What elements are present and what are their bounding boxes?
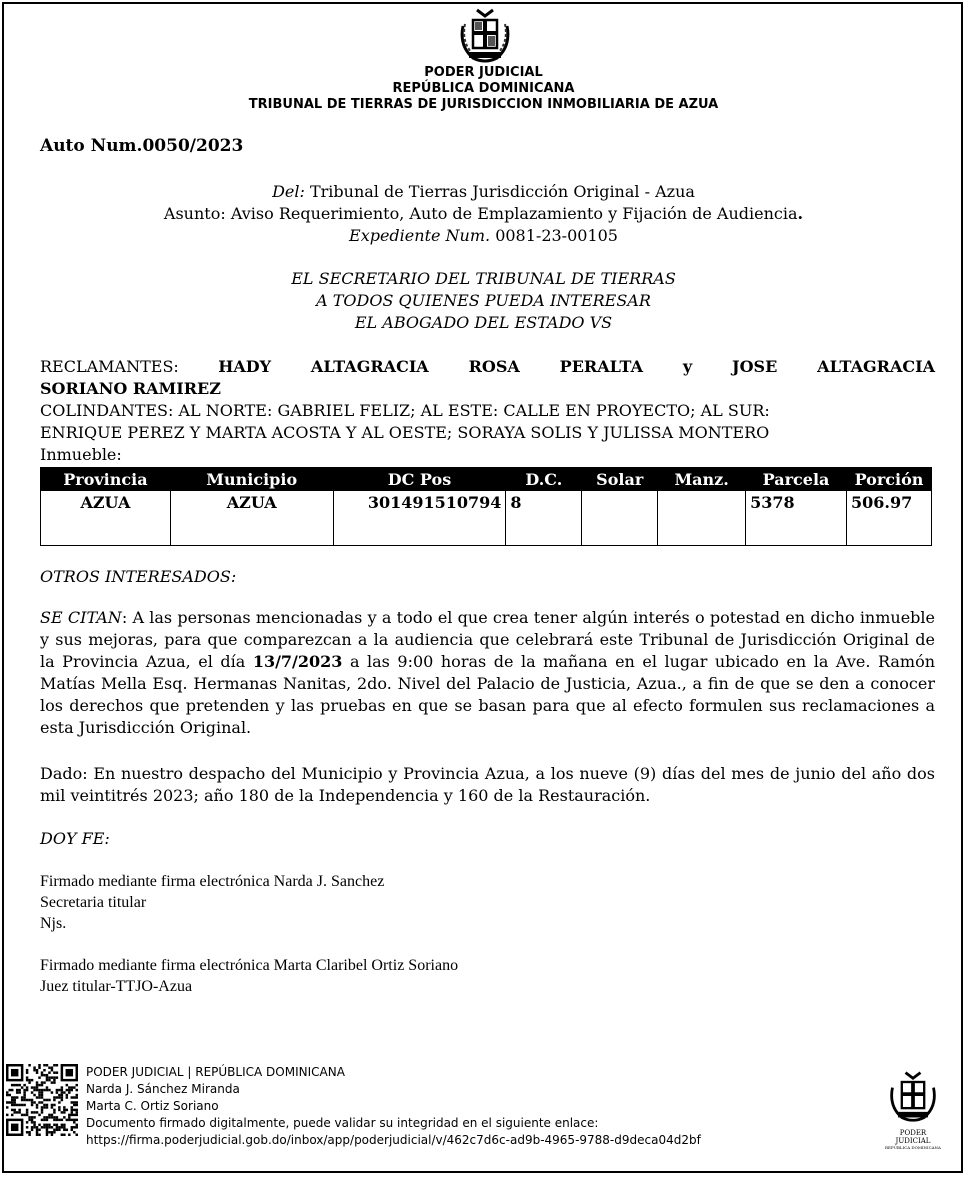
reclamantes-names: HADY ALTAGRACIA ROSA PERALTA y JOSE ALTAGRACIA <box>218 357 935 376</box>
citation-text-2: a las 9:00 horas de la mañana en el lugar ubicado en la Ave. Ramón Matías Mella Esq. Hermanas Nanitas, 2do. Nivel del Palacio de Justicia, Azua., a fin de que se den a conocer los derechos que pretenden y las pruebas en que se basan para que al efecto formulen sus reclamaciones a esta Jurisdicción Original. <box>40 652 936 737</box>
footer-line-1: PODER JUDICIAL | REPÚBLICA DOMINICANA <box>86 1065 345 1079</box>
col-municipio: Municipio <box>170 468 333 491</box>
address-block <box>0 268 967 334</box>
sig1-line2: Secretaria titular <box>40 894 147 911</box>
colindantes-line-2: ENRIQUE PEREZ Y MARTA ACOSTA Y AL OESTE; SORAYA SOLIS Y JULISSA MONTERO <box>40 423 770 442</box>
col-parcela: Parcela <box>746 468 847 491</box>
asunto-value: Aviso Requerimiento, Auto de Emplazamiento y Fijación de Audiencia <box>225 204 798 223</box>
inmueble-label: Inmueble: <box>40 445 122 464</box>
citation-label: SE CITAN <box>40 608 122 627</box>
coat-of-arms-small-icon <box>885 1068 941 1124</box>
asunto-label: Asunto: <box>163 204 226 223</box>
info-block <box>0 181 967 247</box>
del-value: Tribunal de Tierras Jurisdicción Original - Azua <box>304 182 695 201</box>
cell-dc-pos: 301491510794 <box>333 491 506 546</box>
reclamantes-label: RECLAMANTES: <box>40 357 179 376</box>
header-republica: REPÚBLICA DOMINICANA <box>392 81 575 96</box>
digital-signature-footer <box>6 1064 961 1164</box>
cell-dc: 8 <box>506 491 582 546</box>
footer-text <box>86 1064 701 1149</box>
citation-text-1: : A las personas mencionadas y a todo el que crea tener algún interés o potestad en dicho inmueble y sus mejoras, para que comparezcan a la audiencia que celebrará este Tribunal de Jurisdicción Original de la Provincia Azua, el día <box>40 608 936 671</box>
cell-solar <box>582 491 658 546</box>
coat-of-arms-icon <box>455 6 515 64</box>
reclamantes-line-2 <box>40 378 935 400</box>
col-porcion: Porción <box>846 468 931 491</box>
expediente-label: Expediente Num. <box>349 226 491 245</box>
col-dc-pos: DC Pos <box>333 468 506 491</box>
cell-provincia: AZUA <box>41 491 171 546</box>
reclamantes-line <box>40 356 935 378</box>
header-tribunal: TRIBUNAL DE TIERRAS DE JURISDICCION INMOBILIARIA DE AZUA <box>248 97 719 112</box>
sig2-line1: Firmado mediante firma electrónica Marta Claribel Ortiz Soriano <box>40 957 459 974</box>
seal-label-2: REPÚBLICA DOMINICANA <box>885 1145 941 1150</box>
col-solar: Solar <box>582 468 658 491</box>
expediente-value: 0081-23-00105 <box>490 226 618 245</box>
sig1-line3: Njs. <box>40 915 67 932</box>
footer-line-3: Marta C. Ortiz Soriano <box>86 1099 219 1113</box>
doy-fe: DOY FE: <box>40 829 110 848</box>
table-header-row <box>41 468 932 491</box>
cell-municipio: AZUA <box>170 491 333 546</box>
signature-juez <box>40 955 458 997</box>
col-manz: Manz. <box>658 468 746 491</box>
del-label: Del: <box>272 182 305 201</box>
col-dc: D.C. <box>506 468 582 491</box>
dado-paragraph: Dado: En nuestro despacho del Municipio y Provincia Azua, a los nueve (9) días del mes de junio del año dos mil veintitrés 2023; año 180 de la Independencia y 160 de la Restauración. <box>40 764 935 805</box>
footer-validation-link[interactable]: https://firma.poderjudicial.gob.do/inbox/app/poderjudicial/v/462c7d6c-ad9b-4965-9788-d9deca04d2bf <box>86 1133 701 1147</box>
expediente-line <box>0 225 967 247</box>
citation-date: 13/7/2023 <box>252 652 343 671</box>
cell-porcion: 506.97 <box>846 491 931 546</box>
address-line-3: EL ABOGADO DEL ESTADO VS <box>354 313 613 332</box>
footer-line-4: Documento firmado digitalmente, puede validar su integridad en el siguiente enlace: <box>86 1116 599 1130</box>
citation-paragraph <box>40 607 935 739</box>
auto-number: Auto Num.0050/2023 <box>40 136 244 156</box>
col-provincia: Provincia <box>41 468 171 491</box>
qr-code-icon[interactable] <box>6 1064 78 1136</box>
table-row <box>41 491 932 546</box>
address-line-1: EL SECRETARIO DEL TRIBUNAL DE TIERRAS <box>291 269 676 288</box>
address-line-2: A TODOS QUIENES PUEDA INTERESAR <box>316 291 651 310</box>
header-poder-judicial: PODER JUDICIAL <box>424 65 543 80</box>
asunto-end: . <box>797 204 804 223</box>
seal-label-1: PODER JUDICIAL <box>895 1129 931 1145</box>
sig2-line2: Juez titular-TTJO-Azua <box>40 978 193 995</box>
footer-line-2: Narda J. Sánchez Miranda <box>86 1082 240 1096</box>
del-line <box>0 181 967 203</box>
signature-secretaria <box>40 871 384 934</box>
footer-seal <box>882 1068 944 1150</box>
otros-interesados: OTROS INTERESADOS: <box>40 567 237 586</box>
cell-manz <box>658 491 746 546</box>
parties-block <box>40 356 935 466</box>
asunto-line <box>0 203 967 225</box>
sig1-line1: Firmado mediante firma electrónica Narda J. Sanchez <box>40 873 385 890</box>
reclamantes-names-2: SORIANO RAMIREZ <box>40 379 221 398</box>
cell-parcela: 5378 <box>746 491 847 546</box>
inmueble-table <box>40 467 932 546</box>
colindantes-line-1: COLINDANTES: AL NORTE: GABRIEL FELIZ; AL ESTE: CALLE EN PROYECTO; AL SUR: <box>40 401 770 420</box>
